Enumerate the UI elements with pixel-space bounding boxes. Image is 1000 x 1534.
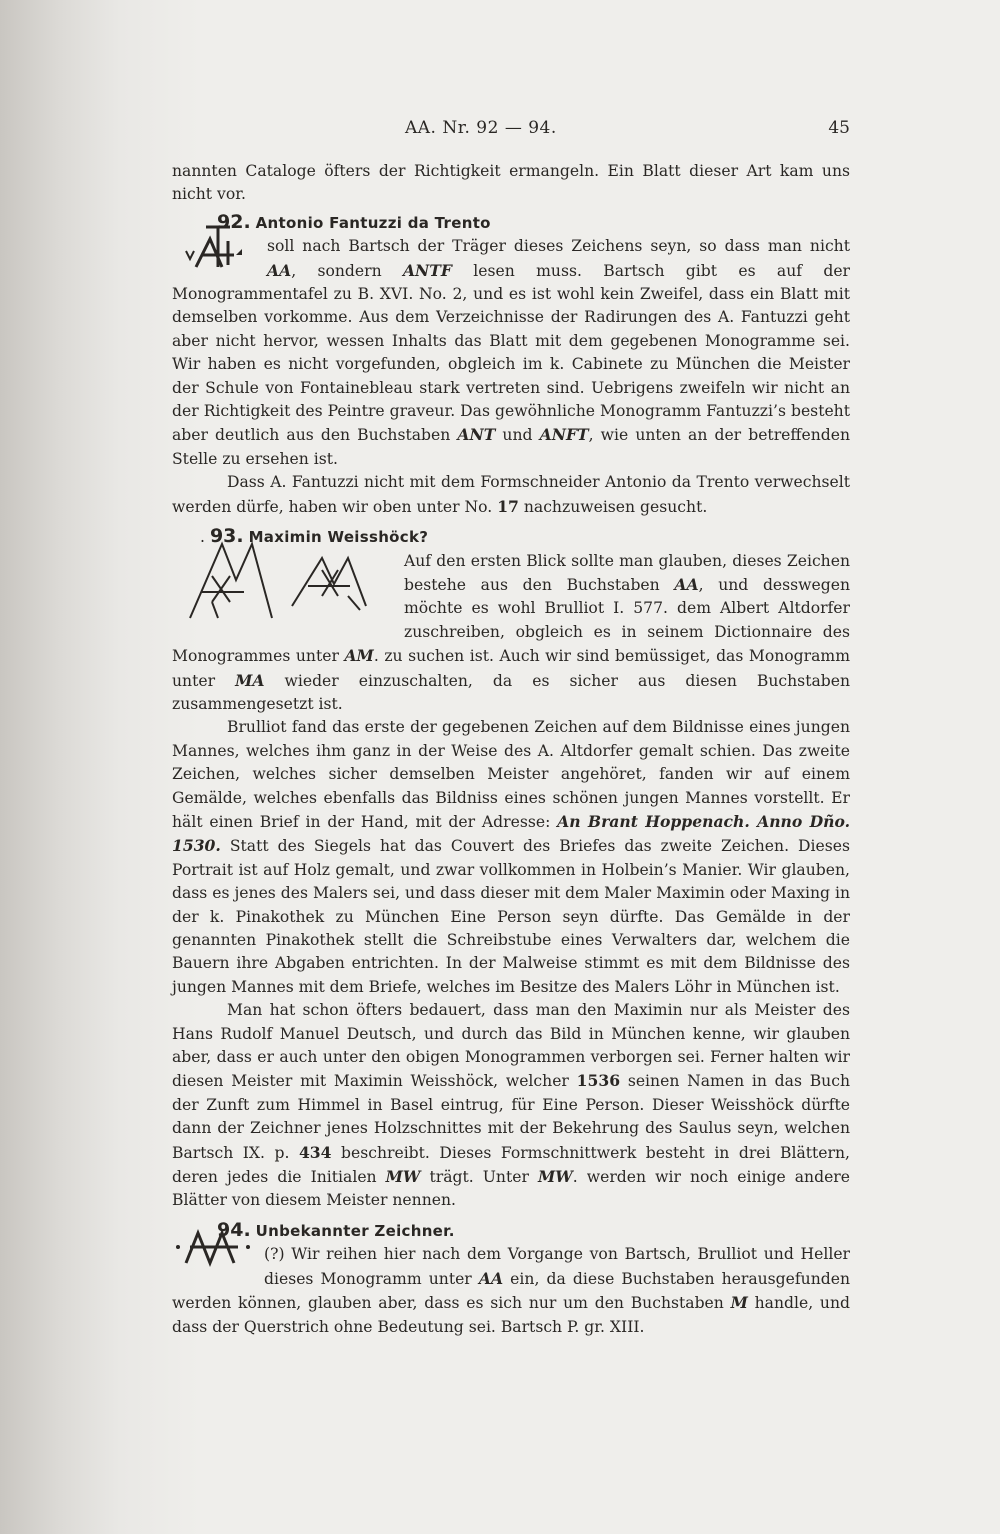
monogram-ref: AA xyxy=(478,1268,504,1288)
monogram-ref: MA xyxy=(235,670,265,690)
monogram-ref: AA xyxy=(674,574,699,594)
monogram-ref: AA xyxy=(267,260,292,280)
entry-93-paragraph-2: Brulliot fand das erste der gegebenen Zeichen auf dem Bildnisse eines jungen Mannes, welches ihm ganz in der Weise des A. Altdorfer gemalt schien. Das zweite Zeichen, welches sicher demselben Meister angehöret, fanden wir auf einem Gemälde, welches ebenfalls das Bildniss eines schönen jungen Mannes vorstellt. Er hält einen Brief in der Hand, mit der Adresse: An Brant Hoppenach. Anno Dño. 1530. Statt des Siegels hat das Couvert des Briefes das zweite Zeichen. Dieses Portrait ist auf Holz gemalt, und zwar vollkommen in Holbein’s Manier. Wir glauben, dass es jenes des Malers sei, und dass dieser mit dem Maler Maximin oder Maxing in der k. Pinakothek zu München Eine Person seyn dürfte. Das Gemälde in der genannten Pinakothek stellt die Schreibstube eines Verwalters dar, welchem die Bauern ihre Abgaben entrichten. In der Malweise stimmt es mit dem Bildnisse des jungen Mannes mit dem Briefe, welches im Besitze des Malers Löhr in München ist. xyxy=(172,718,850,996)
entry-92-name: Antonio Fantuzzi da Trento xyxy=(255,213,491,232)
letter-address: An Brant Hoppenach. Anno Dño. 1530. xyxy=(172,811,850,856)
entry-93-number: 93. xyxy=(209,525,244,548)
entry-94-name: Unbekannter Zeichner. xyxy=(255,1221,455,1240)
entry-93: . 93. Maximin Weisshöck? Auf den ersten Blick sollte man glauben, dieses Zeichen bestehe aus den Buchstaben AA, und desswegen möchte es wohl Brulliot I. 577. dem Albert Altdorfer zuschreiben, obgleich es in seinem Dictionnaire des Monogrammes unter AM. zu suchen ist. Auch wir sind bemüssiget, das Monogramm unter MA wieder einzuschalten, da es sicher aus diesen Buchstaben zusammengesetzt ist. xyxy=(172,525,851,713)
monogram-ref: AM xyxy=(344,646,374,666)
monogram-ref: ANFT xyxy=(539,425,589,445)
monogram-ref: M xyxy=(730,1293,748,1313)
intro-paragraph: nannten Cataloge öfters der Richtigkeit ermangeln. Ein Blatt dieser Art kam uns nicht vor. xyxy=(172,162,850,204)
monogram-ref: MW xyxy=(537,1167,573,1187)
running-title: AA. Nr. 92 — 94. xyxy=(405,118,557,138)
entry-93-paragraph-3: Man hat schon öfters bedauert, dass man den Maximin nur als Meister des Hans Rudolf Manuel Deutsch, und durch das Bild in München kenne, wir glauben aber, dass er auch unter den obigen Monogrammen verborgen sei. Ferner halten wir diesen Meister mit Maximin Weisshöck, welcher 1536 seinen Namen in das Buch der Zunft zum Himmel in Basel eintrug, für Eine Person. Dieser Weisshöck dürfte dann der Zeichner jenes Holzschnittes mit der Bekehrung des Saulus seyn, welchen Bartsch IX. p. 434 beschreibt. Dieses Formschnittwerk besteht in drei Blättern, deren jedes die Initialen MW trägt. Unter MW. werden wir noch einige andere Blätter von diesem Meister nennen. xyxy=(172,1001,850,1210)
monogram-ref: ANTF xyxy=(402,260,452,280)
monogram-ref: ANT xyxy=(457,425,496,445)
entry-94-number: 94. xyxy=(217,1218,251,1241)
entry-92: 92. Antonio Fantuzzi da Trento soll nach Bartsch der Träger dieses Zeichens seyn, so dass man nicht AA, sondern ANTF lesen muss. Bartsch gibt es auf der Monogrammentafel zu B. XVI. No. 2, und es ist wohl kein Zweifel, dass ein Blatt mit demselben vorkomme. Aus dem Verzeichnisse der Radirungen des A. Fantuzzi geht aber nicht hervor, wessen Inhalts das Blatt mit dem gegebenen Monogramme sei. Wir haben es nicht vorgefunden, obgleich im k. Cabinete zu München die Meister der Schule von Fontainebleau stark vertreten sind. Uebrigens zweifeln wir nicht an der Richtigkeit des Peintre graveur. Das gewöhnliche Monogramm Fantuzzi’s besteht aber deutlich aus den Buchstaben ANT und ANFT, wie unten an der betreffenden Stelle zu ersehen ist. xyxy=(172,210,850,468)
entry-94: 94. Unbekannter Zeichner. (?) Wir reihen hier nach dem Vorgange von Bartsch, Brulliot und Heller dieses Monogramm unter AA ein, da diese Buchstaben herausgefunden werden können, glauben aber, dass es sich nur um den Buchstaben M handle, und dass der Querstrich ohne Bedeutung sei. Bartsch P. gr. XIII. xyxy=(172,1218,850,1336)
entry-92-paragraph-2: Dass A. Fantuzzi nicht mit dem Formschneider Antonio da Trento verwechselt werden dürfe, haben wir oben unter No. 17 nachzuweisen gesucht. xyxy=(172,473,850,516)
page-body xyxy=(172,160,850,1339)
entry-93-name: Maximin Weisshöck? xyxy=(248,528,429,547)
entry-92-number: 92. xyxy=(217,210,251,233)
running-header xyxy=(175,118,850,144)
monogram-ref: MW xyxy=(385,1167,421,1187)
page-number: 45 xyxy=(828,118,850,138)
